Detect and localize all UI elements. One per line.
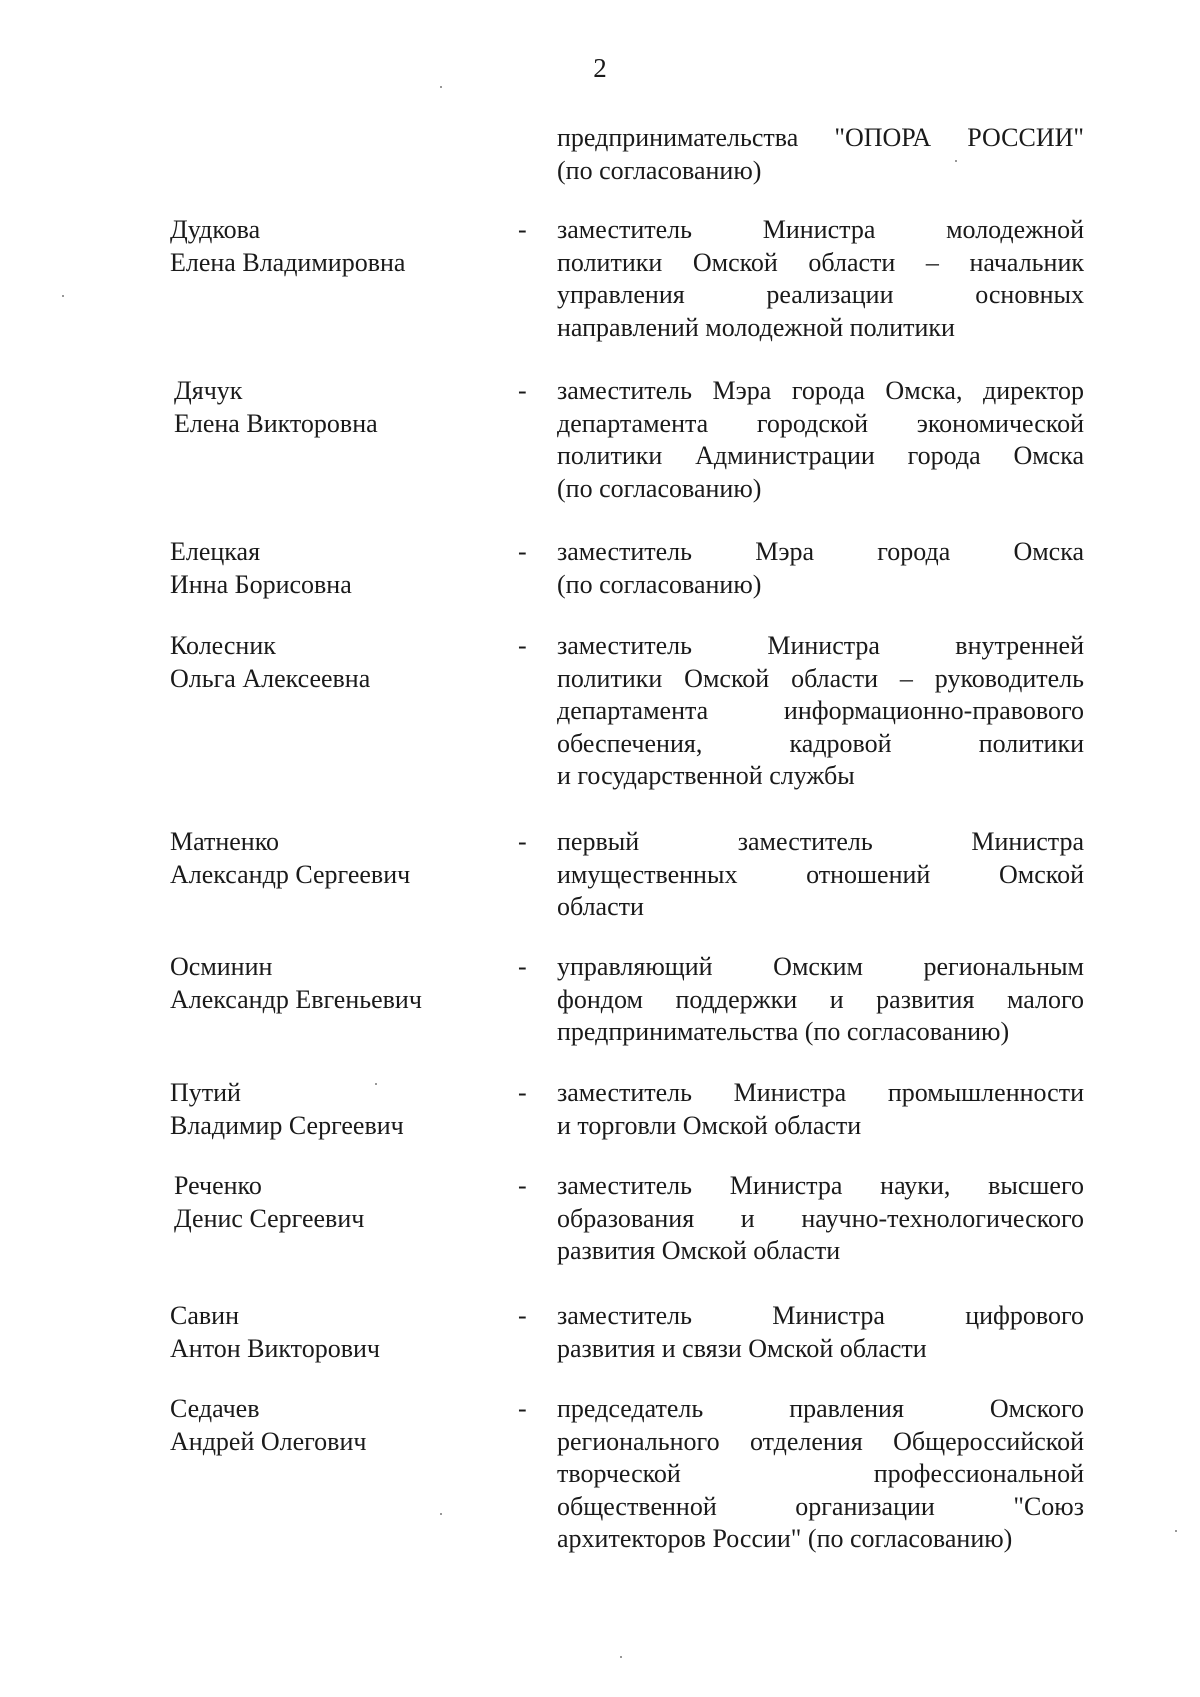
desc-line: предпринимательства (по согласованию)	[557, 1017, 1010, 1046]
member-name	[170, 214, 500, 279]
desc-line: департамента информационно-правового	[557, 696, 1084, 725]
separator-dash: -	[518, 1078, 527, 1107]
member-name	[170, 630, 500, 695]
scan-speck	[1175, 1530, 1177, 1532]
desc-line: управления реализации основных	[557, 280, 1084, 309]
member-surname: Седачев	[170, 1394, 260, 1423]
member-position	[557, 536, 1084, 601]
member-name	[170, 1393, 500, 1458]
member-given-names: Александр Евгеньевич	[170, 984, 422, 1014]
member-given-names: Инна Борисовна	[170, 569, 352, 599]
separator-dash: -	[518, 1171, 527, 1200]
member-given-names: Андрей Олегович	[170, 1426, 367, 1456]
desc-line: политики Омской области – начальник	[557, 247, 1084, 277]
desc-line: архитекторов России" (по согласованию)	[557, 1524, 1013, 1553]
member-surname: Матненко	[170, 827, 280, 856]
scan-speck	[375, 1083, 377, 1085]
member-position	[557, 826, 1084, 924]
member-given-names: Владимир Сергеевич	[170, 1110, 404, 1140]
member-name	[170, 826, 500, 891]
member-given-names: Ольга Алексеевна	[170, 663, 371, 693]
scan-speck	[440, 86, 442, 88]
member-surname: Колесник	[170, 631, 276, 660]
member-position	[557, 1170, 1084, 1268]
page-number: 2	[593, 53, 607, 83]
desc-line: (по согласованию)	[557, 569, 762, 599]
desc-line: первый заместитель Министра	[557, 827, 1084, 856]
desc-line: творческой профессиональной	[557, 1459, 1084, 1488]
separator-dash: -	[518, 827, 527, 856]
member-position	[557, 1393, 1084, 1556]
desc-line: политики Омской области – руководитель	[557, 663, 1084, 693]
desc-line: фондом поддержки и развития малого	[557, 984, 1084, 1014]
separator-dash: -	[518, 537, 527, 566]
member-surname: Реченко	[174, 1171, 262, 1200]
scan-speck	[955, 160, 957, 162]
member-given-names: Денис Сергеевич	[174, 1203, 365, 1233]
desc-line: образования и научно-технологического	[557, 1203, 1084, 1233]
desc-line: заместитель Министра молодежной	[557, 215, 1084, 244]
member-name	[170, 951, 500, 1016]
member-given-names: Елена Владимировна	[170, 247, 406, 277]
desc-line: направлений молодежной политики	[557, 312, 955, 342]
member-position	[557, 375, 1084, 505]
desc-line: председатель правления Омского	[557, 1394, 1084, 1423]
desc-line: заместитель Министра цифрового	[557, 1301, 1084, 1330]
desc-line: развития и связи Омской области	[557, 1333, 927, 1363]
member-position	[557, 1300, 1084, 1365]
desc-line: (по согласованию)	[557, 155, 762, 185]
desc-line: развития Омской области	[557, 1236, 841, 1265]
scan-speck	[62, 295, 64, 297]
member-name	[174, 375, 504, 440]
desc-line: общественной организации "Союз	[557, 1491, 1084, 1521]
desc-line: (по согласованию)	[557, 473, 762, 503]
desc-line: политики Администрации города Омска	[557, 441, 1084, 470]
desc-line: управляющий Омским региональным	[557, 952, 1084, 981]
desc-line: имущественных отношений Омской	[557, 859, 1084, 889]
separator-dash: -	[518, 1301, 527, 1330]
member-given-names: Елена Викторовна	[174, 408, 378, 438]
member-name	[170, 536, 500, 601]
member-name	[170, 1077, 500, 1142]
desc-line: заместитель Министра науки, высшего	[557, 1171, 1084, 1200]
desc-line: и государственной службы	[557, 761, 855, 790]
desc-line: предпринимательства "ОПОРА РОССИИ"	[557, 123, 1084, 152]
member-position	[557, 951, 1084, 1049]
member-surname: Дячук	[174, 376, 243, 405]
scan-speck	[620, 1656, 622, 1658]
member-given-names: Антон Викторович	[170, 1333, 380, 1363]
separator-dash: -	[518, 1394, 527, 1423]
separator-dash: -	[518, 215, 527, 244]
desc-line: заместитель Министра промышленности	[557, 1078, 1084, 1107]
desc-line: обеспечения, кадровой политики	[557, 728, 1084, 758]
desc-line: заместитель Мэра города Омска	[557, 537, 1084, 566]
member-surname: Савин	[170, 1301, 239, 1330]
separator-dash: -	[518, 631, 527, 660]
desc-line: регионального отделения Общероссийской	[557, 1426, 1084, 1456]
separator-dash: -	[518, 376, 527, 405]
member-position	[557, 1077, 1084, 1142]
member-surname: Осминин	[170, 952, 273, 981]
desc-line: заместитель Министра внутренней	[557, 631, 1084, 660]
desc-line: департамента городской экономической	[557, 408, 1084, 438]
member-given-names: Александр Сергеевич	[170, 859, 411, 889]
desc-line: и торговли Омской области	[557, 1110, 862, 1140]
desc-line: области	[557, 892, 644, 921]
member-position	[557, 630, 1084, 793]
member-surname: Путий	[170, 1078, 241, 1107]
separator-dash: -	[518, 952, 527, 981]
member-surname: Дудкова	[170, 215, 261, 244]
member-name	[174, 1170, 504, 1235]
member-name	[170, 1300, 500, 1365]
desc-line: заместитель Мэра города Омска, директор	[557, 376, 1084, 405]
continuation-text	[557, 122, 1084, 187]
scan-speck	[440, 1513, 442, 1515]
member-position	[557, 214, 1084, 344]
member-surname: Елецкая	[170, 537, 261, 566]
